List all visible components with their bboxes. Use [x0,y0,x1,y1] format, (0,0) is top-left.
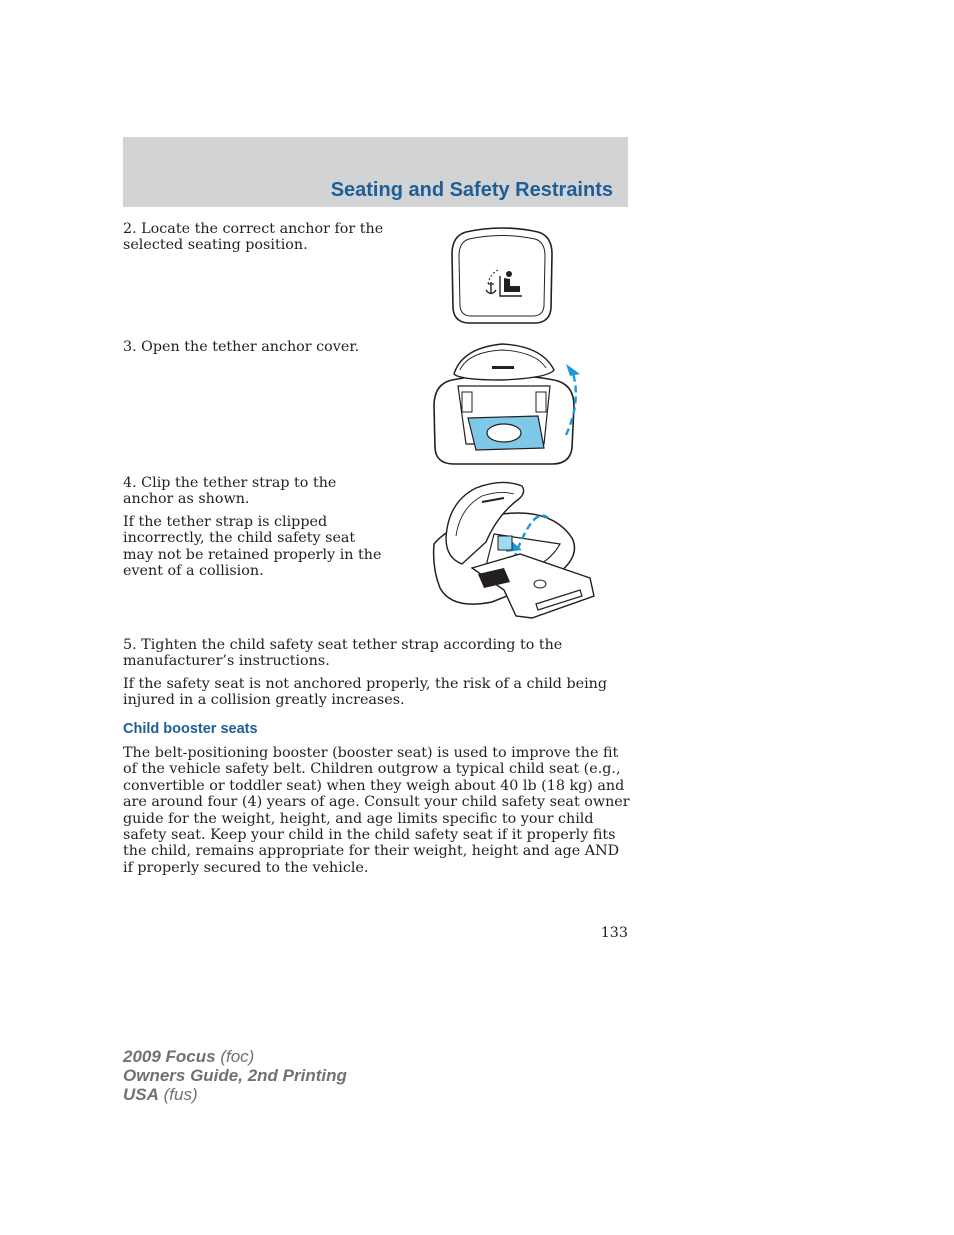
footer-model: 2009 Focus [123,1047,216,1066]
footer-line-model [123,1047,347,1066]
anchor-cover-closed-figure [448,226,556,326]
step-5-warning: If the safety seat is not anchored properly, the risk of a child being injured in a collision greatly increases. [123,676,608,709]
page-number: 133 [600,925,628,941]
tether-clip-figure [432,478,598,623]
header-band [123,137,628,207]
booster-seats-heading: Child booster seats [123,721,258,737]
step-2-text: 2. Locate the correct anchor for the selected seating position. [123,221,384,254]
footer-imprint [123,1047,347,1104]
step-5-text: 5. Tighten the child safety seat tether strap according to the manufacturer’s instructions. [123,637,563,670]
footer-model-code: (foc) [220,1047,255,1066]
section-title: Seating and Safety Restraints [330,179,613,201]
footer-guide: Owners Guide, 2nd Printing [123,1066,347,1085]
anchor-cover-open-figure [432,340,584,468]
step-4-text: 4. Clip the tether strap to the anchor as shown. [123,475,337,508]
step-4-warning: If the tether strap is clipped incorrectly, the child safety seat may not be retained properly in the event of a collision. [123,514,382,580]
step-3-text: 3. Open the tether anchor cover. [123,339,360,355]
footer-line-market [123,1085,347,1104]
footer-market: USA [123,1085,159,1104]
open-direction-arrow-icon [566,364,580,376]
footer-market-code: (fus) [163,1085,198,1104]
booster-seats-body: The belt-positioning booster (booster seat) is used to improve the fit of the vehicle safety belt. Children outgrow a typical child seat (e.g., convertible or toddler seat) when they weigh about 40 lb (18 kg) and are around four (4) years of age. Consult your child safety seat owner guide for the weight, height, and age limits specific to your child safety seat. Keep your child in the child safety seat if it properly fits the child, remains appropriate for their weight, height and age AND if properly secured to the vehicle. [123,745,630,876]
